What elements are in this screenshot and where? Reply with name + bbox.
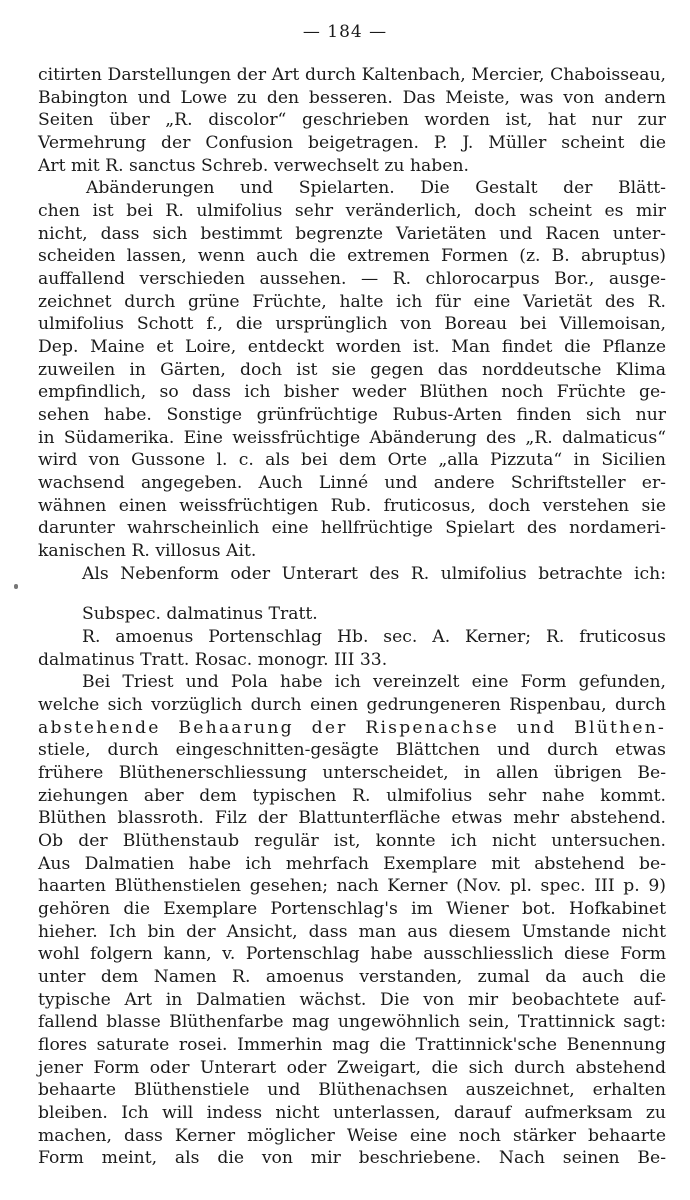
text-line: citirten Darstellungen der Art durch Kaltenbach, Mercier, Chaboisseau, [38, 65, 666, 85]
text-line: Als Nebenform oder Unterart des R. ulmifolius betrachte ich: [82, 563, 666, 584]
subspecies-heading: Subspec. dalmatinus Tratt. [82, 604, 318, 625]
text-line: empfindlich, so dass ich bisher weder Blüthen noch Früchte ge- [38, 382, 666, 403]
text-line: flores saturate rosei. Immerhin mag die Trattinnick'sche Benennung [38, 1035, 666, 1055]
text-line: sehen habe. Sonstige grünfrüchtige Rubus-Arten finden sich nur [38, 405, 666, 425]
text-line: Babington und Lowe zu den besseren. Das Meiste, was von andern [38, 87, 666, 108]
text-line: in Südamerika. Eine weissfrüchtige Abänderung des „R. dalmaticus“ [38, 427, 666, 448]
speck-mark [14, 584, 18, 589]
text-line: nicht, dass sich bestimmt begrenzte Varietäten und Racen unter- [38, 223, 666, 244]
text-line: gehören die Exemplare Portenschlag's im Wiener bot. Hofkabinet [38, 899, 666, 919]
text-line: kanischen R. villosus Ait. [38, 540, 257, 561]
text-line: zuweilen in Gärten, doch ist sie gegen das norddeutsche Klima [38, 359, 666, 380]
synonym-line: dalmatinus Tratt. Rosac. monogr. III 33. [38, 649, 388, 670]
text-line: darunter wahrscheinlich eine hellfrüchtige Spielart des nordameri- [38, 518, 666, 539]
text-line: ulmifolius Schott f., die ursprünglich von Boreau bei Villemoisan, [38, 314, 666, 335]
text-line: wird von Gussone l. c. als bei dem Orte „alla Pizzuta“ in Sicilien [38, 450, 666, 471]
text-line: stiele, durch eingeschnitten-gesägte Blättchen und durch etwas [38, 740, 666, 761]
text-line: Bei Triest und Pola habe ich vereinzelt eine Form gefunden, [82, 672, 666, 693]
text-line: frühere Blüthenerschliessung unterscheidet, in allen übrigen Be- [38, 763, 666, 783]
text-line: typische Art in Dalmatien wächst. Die von mir beobachtete auf- [38, 989, 666, 1010]
text-line: Dep. Maine et Loire, entdeckt worden ist. Man findet die Pflanze [38, 337, 666, 357]
text-line: Form meint, als die von mir beschriebene. Nach seinen Be- [38, 1148, 666, 1169]
synonym-line: R. amoenus Portenschlag Hb. sec. A. Kerner; R. fruticosus [82, 627, 666, 648]
text-line: haarten Blüthenstielen gesehen; nach Kerner (Nov. pl. spec. III p. 9) [38, 876, 666, 897]
text-line: wohl folgern kann, v. Portenschlag habe ausschliesslich diese Form [38, 944, 666, 965]
text-line: Seiten über „R. discolor“ geschrieben worden ist, hat nur zur [38, 110, 666, 131]
section-heading-line: Abänderungen und Spielarten. Die Gestalt der Blätt- [86, 178, 666, 199]
text-line: auffallend verschieden aussehen. — R. chlorocarpus Bor., ausge- [38, 269, 666, 289]
text-line: Vermehrung der Confusion beigetragen. P. J. Müller scheint die [38, 133, 666, 153]
text-line: wachsend angegeben. Auch Linné und andere Schriftsteller er- [38, 473, 666, 493]
text-line: scheiden lassen, wenn auch die extremen Formen (z. B. abruptus) [38, 246, 666, 267]
text-line: welche sich vorzüglich durch einen gedrungeneren Rispenbau, durch [38, 695, 666, 716]
text-line: Art mit R. sanctus Schreb. verwechselt zu haben. [38, 155, 469, 176]
text-line: machen, dass Kerner möglicher Weise eine noch stärker behaarte [38, 1125, 666, 1146]
page-number: — 184 — [302, 22, 388, 42]
text-line: hieher. Ich bin der Ansicht, dass man aus diesem Umstande nicht [38, 921, 666, 942]
text-line: ziehungen aber dem typischen R. ulmifolius sehr nahe kommt. [38, 785, 666, 806]
text-line: jener Form oder Unterart oder Zweigart, die sich durch abstehend [38, 1057, 666, 1078]
text-line: abstehende Behaarung der Rispenachse und Blüthen- [38, 717, 666, 738]
text-line: Aus Dalmatien habe ich mehrfach Exemplare mit abstehend be- [38, 853, 666, 874]
text-line: Blüthen blassroth. Filz der Blattunterfläche etwas mehr abstehend. [38, 808, 666, 829]
text-line: behaarte Blüthenstiele und Blüthenachsen auszeichnet, erhalten [38, 1080, 666, 1101]
text-line: Ob der Blüthenstaub regulär ist, konnte ich nicht untersuchen. [38, 831, 666, 851]
text-line: unter dem Namen R. amoenus verstanden, zumal da auch die [38, 967, 666, 987]
text-line: wähnen einen weissfrüchtigen Rub. fruticosus, doch verstehen sie [38, 495, 666, 516]
text-line: fallend blasse Blüthenfarbe mag ungewöhnlich sein, Trattinnick sagt: [38, 1012, 666, 1033]
text-line: bleiben. Ich will indess nicht unterlassen, darauf aufmerksam zu [38, 1103, 666, 1123]
text-line: chen ist bei R. ulmifolius sehr veränderlich, doch scheint es mir [38, 201, 666, 221]
text-line: zeichnet durch grüne Früchte, halte ich für eine Varietät des R. [38, 291, 666, 312]
